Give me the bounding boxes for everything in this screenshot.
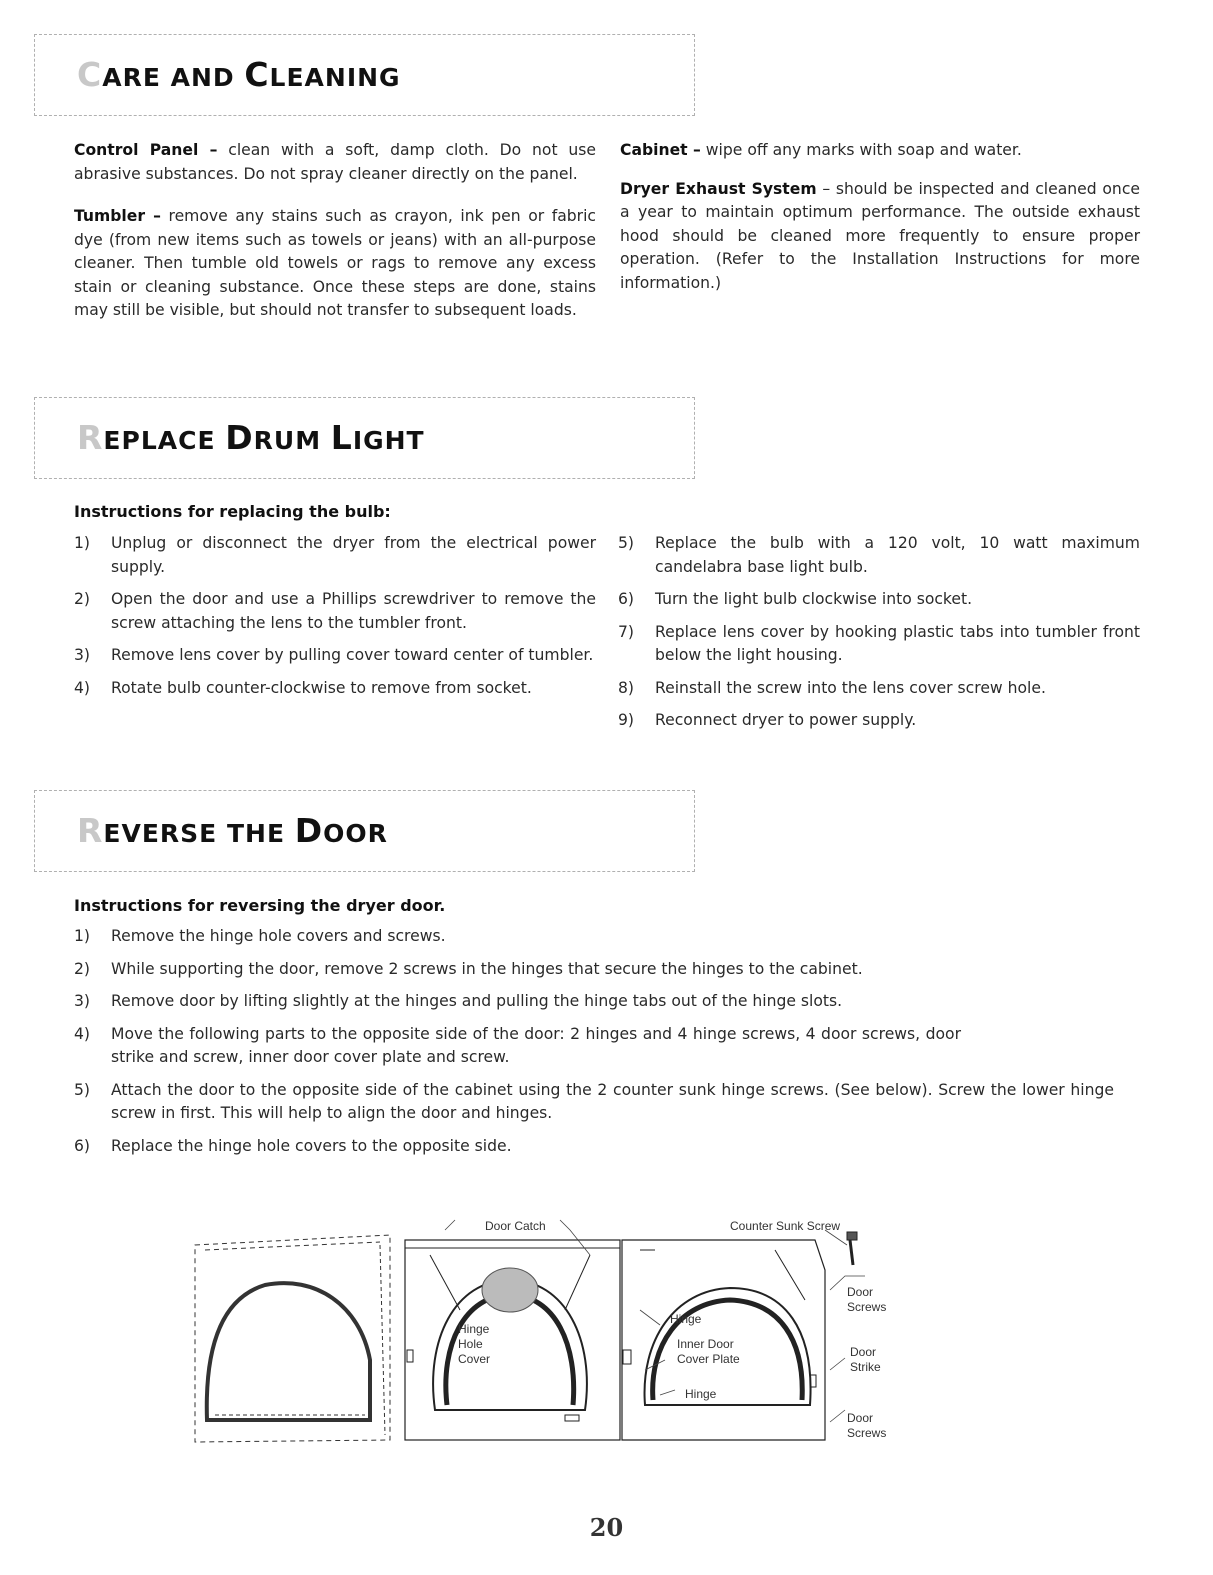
inner-door-label: Inner Door [677, 1337, 734, 1351]
care-cleaning-title: CARE AND CLEANING [77, 55, 401, 94]
reverse-door-title: REVERSE THE DOOR [77, 811, 388, 850]
drum-light-left-steps [74, 532, 596, 709]
hinge-top-label: Hinge [670, 1312, 702, 1326]
hinge-bottom-label: Hinge [685, 1387, 717, 1401]
drum-light-subhead: Instructions for replacing the bulb: [74, 502, 391, 521]
reverse-door-steps [74, 925, 1114, 1167]
removed-door-outline [195, 1235, 390, 1442]
list-item: 6) Replace the hinge hole covers to the opposite side. [74, 1136, 512, 1155]
door-screws-bottom-label-1: Door [847, 1411, 874, 1425]
list-item: 1) Unplug or disconnect the dryer from the electrical power supply. [74, 534, 596, 576]
door-strike-label-1: Door [850, 1345, 877, 1359]
list-item: 4) Rotate bulb counter-clockwise to remove from socket. [74, 678, 532, 697]
list-item: 6) Turn the light bulb clockwise into socket. [618, 590, 973, 608]
door-catch-label: Door Catch [485, 1219, 546, 1233]
hinge-hole-cover-label-2: Hole [458, 1337, 483, 1351]
care-right-column [620, 139, 1140, 314]
list-item: 9) Reconnect dryer to power supply. [618, 711, 917, 729]
tumbler-paragraph: Tumbler – remove any stains such as crayon, ink pen or fabric dye (from new items such as towels or jeans) with an all-purpose cleaner. Then tumble old towels or rags to remove any excess stain or cleaning substance. Once these steps are done, stains may still be visible, but should not transfer to subsequent loads. [74, 207, 596, 319]
care-cleaning-header [34, 34, 695, 116]
list-item: 3) Remove door by lifting slightly at the hinges and pulling the hinge tabs out of the hinge slots. [74, 992, 843, 1010]
hinge-hole-cover-label-3: Cover [458, 1352, 491, 1366]
care-left-column [74, 139, 596, 342]
cabinet-paragraph: Cabinet – wipe off any marks with soap and water. [620, 141, 1022, 159]
door-screws-top-label-2: Screws [847, 1300, 887, 1314]
page-number: 20 [589, 1513, 624, 1542]
list-item: 2) While supporting the door, remove 2 screws in the hinges that secure the hinges to the cabinet. [74, 959, 863, 978]
list-item: 3) Remove lens cover by pulling cover toward center of tumbler. [74, 646, 594, 664]
list-item: 7) Replace lens cover by hooking plastic tabs into tumbler front below the light housing. [618, 622, 1140, 664]
list-item: 5) Replace the bulb with a 120 volt, 10 watt maximum candelabra base light bulb. [618, 534, 1140, 576]
drum-light-header [34, 397, 695, 479]
cover-plate-label: Cover Plate [677, 1352, 740, 1366]
list-item: 4) Move the following parts to the opposite side of the door: 2 hinges and 4 hinge screws, 4 door screws, door strike and screw, inner door cover plate and screw. [74, 1024, 961, 1066]
reversed-door [622, 1232, 857, 1440]
control-panel-paragraph: Control Panel – clean with a soft, damp cloth. Do not use abrasive substances. Do not spray cleaner directly on the panel. [74, 141, 597, 183]
list-item: 2) Open the door and use a Phillips screwdriver to remove the screw attaching the lens to the tumbler front. [74, 590, 596, 632]
drum-light-title: REPLACE DRUM LIGHT [77, 418, 425, 457]
door-screws-bottom-label-2: Screws [847, 1426, 887, 1440]
hinge-hole-cover-label-1: Hinge [458, 1322, 490, 1336]
door-screws-top-label-1: Door [847, 1285, 874, 1299]
drum-light-right-steps [618, 532, 1140, 742]
door-reversal-diagram [185, 1210, 905, 1470]
door-strike-label-2: Strike [850, 1360, 881, 1374]
list-item: 1) Remove the hinge hole covers and screws. [74, 927, 446, 945]
reverse-door-subhead: Instructions for reversing the dryer door. [74, 896, 446, 915]
list-item: 8) Reinstall the screw into the lens cover screw hole. [618, 678, 1046, 697]
exhaust-paragraph: Dryer Exhaust System – should be inspected and cleaned once a year to maintain optimum performance. The outside exhaust hood should be cleaned more frequently to ensure proper operation. (Refer to the Installation Instructions for more information.) [620, 179, 1140, 292]
cabinet-front [405, 1240, 620, 1440]
list-item: 5) Attach the door to the opposite side of the cabinet using the 2 counter sunk hinge screws. (See below). Screw the lower hinge screw in first. This will help to align the door and hinges. [74, 1080, 1114, 1122]
reverse-door-header [34, 790, 695, 872]
counter-sunk-screw-label: Counter Sunk Screw [730, 1219, 841, 1233]
